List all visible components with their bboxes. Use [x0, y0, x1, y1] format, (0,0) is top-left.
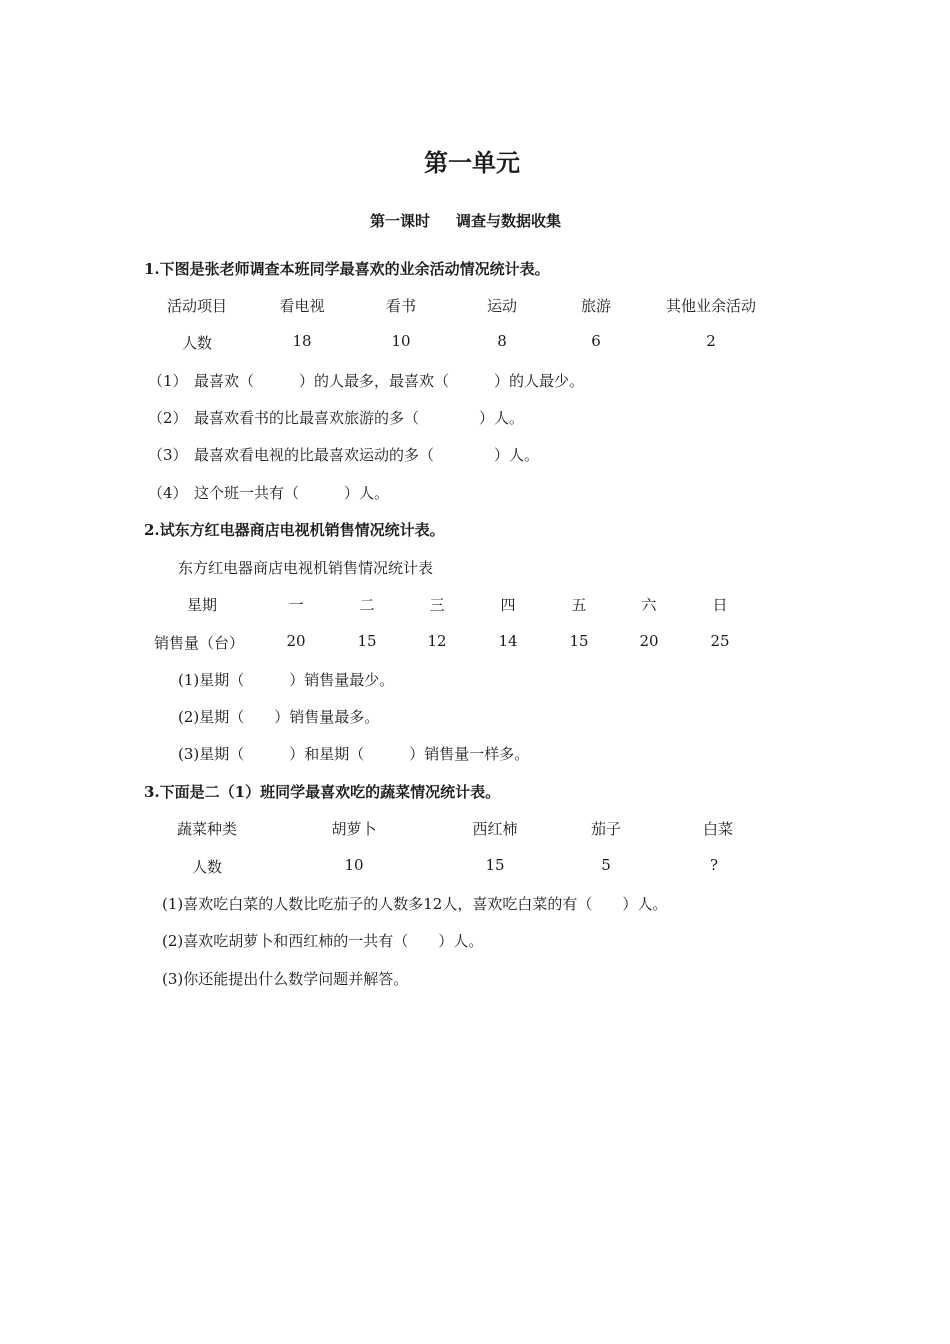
table-cell: 一 — [288, 596, 304, 614]
unit-title: 第一单元 — [424, 148, 520, 177]
q2-sub-1: (1)星期（ ）销售量最少。 — [178, 671, 395, 689]
lesson-name: 第一课时 — [370, 212, 431, 230]
table-cell: 人数 — [191, 858, 223, 876]
sub-text: 最喜欢看书的比最喜欢旅游的多（ ）人。 — [194, 409, 525, 427]
table-cell: 看书 — [385, 297, 417, 315]
table-cell: 四 — [500, 596, 516, 614]
table-cell: 活动项目 — [166, 297, 228, 315]
table-cell: 15 — [569, 632, 589, 650]
table-cell: 20 — [286, 632, 306, 650]
table-cell: 5 — [601, 856, 611, 874]
table-cell: 六 — [641, 596, 657, 614]
q2-table-value-row — [0, 632, 950, 656]
table-cell: 星期 — [186, 596, 218, 614]
sub-number: （1） — [148, 372, 188, 390]
table-cell: 2 — [706, 332, 716, 350]
sub-number: （3） — [148, 446, 188, 464]
table-cell: 茄子 — [590, 820, 622, 838]
table-cell: 8 — [497, 332, 507, 350]
table-cell: 18 — [292, 332, 312, 350]
lesson-subtitle — [370, 210, 561, 231]
table-cell: ? — [709, 856, 719, 874]
question-3-prompt: 3.下面是二（1）班同学最喜欢吃的蔬菜情况统计表。 — [144, 783, 501, 801]
table-cell: 12 — [427, 632, 447, 650]
table-cell: 14 — [498, 632, 518, 650]
q1-sub-4 — [148, 482, 389, 503]
question-1-prompt: 1.下图是张老师调查本班同学最喜欢的业余活动情况统计表。 — [144, 260, 550, 278]
table-cell: 旅游 — [580, 297, 612, 315]
table-cell: 蔬菜种类 — [176, 820, 238, 838]
q1-sub-3 — [148, 444, 539, 465]
table-cell: 日 — [712, 596, 728, 614]
q3-sub-1: (1)喜欢吃白菜的人数比吃茄子的人数多12人，喜欢吃白菜的有（ ）人。 — [162, 895, 668, 913]
table-cell: 20 — [639, 632, 659, 650]
sub-number: （2） — [148, 409, 188, 427]
table-cell: 15 — [357, 632, 377, 650]
table-cell: 15 — [485, 856, 505, 874]
q2-table-title: 东方红电器商店电视机销售情况统计表 — [178, 559, 434, 577]
table-cell: 胡萝卜 — [331, 820, 377, 838]
table-cell: 10 — [344, 856, 364, 874]
q3-sub-3: (3)你还能提出什么数学问题并解答。 — [162, 970, 409, 988]
q3-table-header-row — [0, 818, 950, 842]
table-cell: 白菜 — [702, 820, 734, 838]
table-cell: 6 — [591, 332, 601, 350]
sub-text: 最喜欢看电视的比最喜欢运动的多（ ）人。 — [194, 446, 540, 464]
sub-text: 这个班一共有（ ）人。 — [194, 484, 390, 502]
table-cell: 销售量（台） — [153, 634, 245, 652]
q2-sub-3: (3)星期（ ）和星期（ ）销售量一样多。 — [178, 745, 530, 763]
q2-sub-2: (2)星期（ ）销售量最多。 — [178, 708, 380, 726]
question-2-prompt: 2.试东方红电器商店电视机销售情况统计表。 — [144, 521, 445, 539]
q2-table-header-row — [0, 594, 950, 618]
table-cell: 25 — [710, 632, 730, 650]
sub-text: 最喜欢（ ）的人最多，最喜欢（ ）的人最少。 — [194, 372, 585, 390]
table-cell: 二 — [359, 596, 375, 614]
q3-sub-2: (2)喜欢吃胡萝卜和西红柿的一共有（ ）人。 — [162, 932, 484, 950]
table-cell: 五 — [571, 596, 587, 614]
q3-table-value-row — [0, 856, 950, 880]
lesson-topic: 调查与数据收集 — [456, 212, 562, 230]
table-cell: 西红柿 — [472, 820, 518, 838]
table-cell: 其他业余活动 — [665, 297, 757, 315]
table-cell: 10 — [391, 332, 411, 350]
q1-table-header-row — [0, 295, 950, 319]
table-cell: 看电视 — [279, 297, 325, 315]
sub-number: （4） — [148, 484, 188, 502]
q1-table-value-row — [0, 332, 950, 356]
q1-sub-2 — [148, 407, 524, 428]
table-cell: 人数 — [181, 334, 213, 352]
table-cell: 三 — [429, 596, 445, 614]
q1-sub-1 — [148, 370, 584, 391]
table-cell: 运动 — [486, 297, 518, 315]
